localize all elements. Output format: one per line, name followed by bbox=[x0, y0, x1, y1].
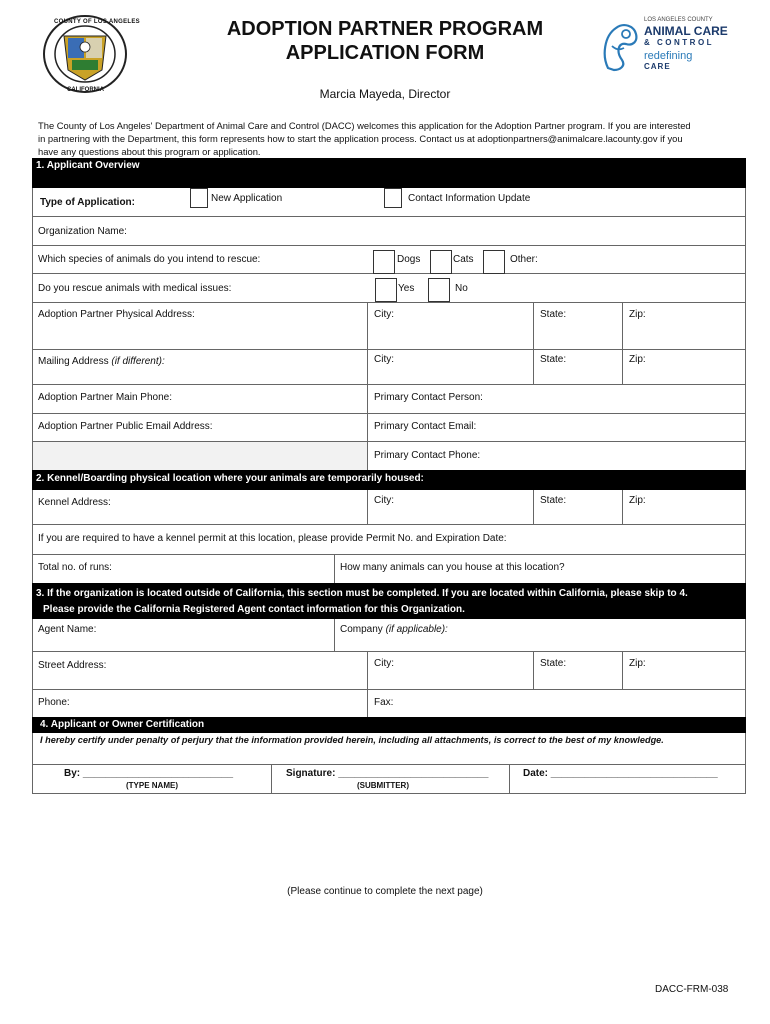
kennel-state-label: State: bbox=[540, 495, 567, 506]
by-name-line: By: ___________________________ bbox=[64, 768, 234, 779]
physical-city-label: City: bbox=[374, 309, 394, 320]
form-number: DACC-FRM-038 bbox=[655, 984, 729, 995]
continue-note: (Please continue to complete the next page) bbox=[287, 886, 483, 897]
seal-text-bottom: CALIFORNIA bbox=[67, 87, 104, 93]
mailing-address-text: Mailing Address bbox=[38, 356, 112, 367]
contact-update-checkbox[interactable] bbox=[384, 188, 402, 208]
signature-line: Signature: ___________________________ bbox=[286, 768, 489, 779]
primary-phone-label: Primary Contact Phone: bbox=[374, 450, 481, 461]
cats-label: Cats bbox=[453, 254, 474, 265]
section4-header: 4. Applicant or Owner Certification bbox=[40, 719, 205, 730]
new-application-label: New Application bbox=[211, 193, 283, 204]
primary-contact-label: Primary Contact Person: bbox=[374, 392, 483, 403]
company-label bbox=[340, 624, 448, 636]
page-title-line1: ADOPTION PARTNER PROGRAM bbox=[226, 18, 544, 40]
section3-header-line1: 3. If the organization is located outside of California, this section must be completed. If you are located within California, please skip to 4. bbox=[36, 588, 688, 599]
cats-checkbox[interactable] bbox=[430, 250, 452, 274]
physical-address-label: Adoption Partner Physical Address: bbox=[38, 309, 195, 320]
type-of-application-label: Type of Application: bbox=[40, 197, 135, 208]
agent-phone-label: Phone: bbox=[38, 697, 70, 708]
logo-line2: & CONTROL bbox=[644, 38, 715, 47]
dogs-label: Dogs bbox=[397, 254, 421, 265]
dogs-checkbox[interactable] bbox=[373, 250, 395, 274]
medical-no-label: No bbox=[455, 283, 468, 294]
company-text: Company bbox=[340, 624, 386, 635]
other-checkbox[interactable] bbox=[483, 250, 505, 274]
organization-name-field[interactable] bbox=[170, 220, 740, 242]
mailing-state-label: State: bbox=[540, 354, 567, 365]
mailing-address-label bbox=[38, 356, 165, 368]
main-phone-label: Adoption Partner Main Phone: bbox=[38, 392, 172, 403]
logo-line3: redefining bbox=[644, 50, 693, 62]
species-question: Which species of animals do you intend to rescue: bbox=[38, 254, 261, 265]
seal-text-top: COUNTY OF LOS ANGELES bbox=[54, 19, 140, 25]
contact-update-label: Contact Information Update bbox=[408, 193, 531, 204]
medical-yes-checkbox[interactable] bbox=[375, 278, 397, 302]
street-address-label: Street Address: bbox=[38, 660, 107, 671]
kennel-permit-question: If you are required to have a kennel permit at this location, please provide Permit No. and Expiration Date: bbox=[38, 533, 507, 544]
agent-fax-label: Fax: bbox=[374, 697, 394, 708]
new-application-checkbox[interactable] bbox=[190, 188, 208, 208]
physical-state-label: State: bbox=[540, 309, 567, 320]
logo-line4: CARE bbox=[644, 62, 671, 71]
mailing-city-label: City: bbox=[374, 354, 394, 365]
page-title-line2: APPLICATION FORM bbox=[285, 42, 485, 64]
type-name-caption: (TYPE NAME) bbox=[126, 781, 178, 790]
total-runs-label: Total no. of runs: bbox=[38, 562, 112, 573]
section3-header-line2: Please provide the California Registered Agent contact information for this Organization. bbox=[43, 604, 465, 615]
other-label: Other: bbox=[510, 254, 538, 265]
mailing-zip-label: Zip: bbox=[629, 354, 646, 365]
animal-care-logo-icon bbox=[598, 16, 642, 72]
date-line: Date: ______________________________ bbox=[523, 768, 718, 779]
agent-state-label: State: bbox=[540, 658, 567, 669]
physical-zip-label: Zip: bbox=[629, 309, 646, 320]
kennel-zip-label: Zip: bbox=[629, 495, 646, 506]
intro-line1: The County of Los Angeles' Department of Animal Care and Control (DACC) welcomes this application for the Adoption Partner program. If you are interested bbox=[38, 120, 691, 131]
agent-city-label: City: bbox=[374, 658, 394, 669]
director-name: Marcia Mayeda, Director bbox=[319, 87, 451, 101]
section2-header: 2. Kennel/Boarding physical location where your animals are temporarily housed: bbox=[36, 473, 424, 484]
medical-question: Do you rescue animals with medical issues: bbox=[38, 283, 232, 294]
other-species-field[interactable] bbox=[545, 250, 740, 272]
certification-statement: I hereby certify under penalty of perjury that the information provided herein, including all attachments, is correct to the best of my knowledge. bbox=[40, 735, 664, 745]
submitter-caption: (SUBMITTER) bbox=[357, 781, 409, 790]
kennel-address-label: Kennel Address: bbox=[38, 497, 111, 508]
medical-no-checkbox[interactable] bbox=[428, 278, 450, 302]
agent-name-label: Agent Name: bbox=[38, 624, 97, 635]
organization-name-label: Organization Name: bbox=[38, 226, 127, 237]
primary-email-label: Primary Contact Email: bbox=[374, 421, 477, 432]
company-paren: (if applicable): bbox=[385, 624, 448, 635]
intro-line3: have any questions about this program or application. bbox=[38, 146, 261, 157]
how-many-animals-label: How many animals can you house at this location? bbox=[340, 562, 565, 573]
dacc-logo bbox=[598, 16, 738, 76]
medical-yes-label: Yes bbox=[398, 283, 415, 294]
logo-top: LOS ANGELES COUNTY bbox=[644, 17, 713, 23]
public-email-label: Adoption Partner Public Email Address: bbox=[38, 421, 213, 432]
section1-header: 1. Applicant Overview bbox=[36, 160, 140, 171]
kennel-city-label: City: bbox=[374, 495, 394, 506]
intro-line2: in partnering with the Department, this form represents how to start the application process. Contact us at adoptionpartners@animalcare.lacounty.gov if you bbox=[38, 133, 683, 144]
agent-zip-label: Zip: bbox=[629, 658, 646, 669]
logo-line1: ANIMAL CARE bbox=[644, 24, 728, 38]
mailing-address-paren: (if different): bbox=[111, 356, 165, 367]
